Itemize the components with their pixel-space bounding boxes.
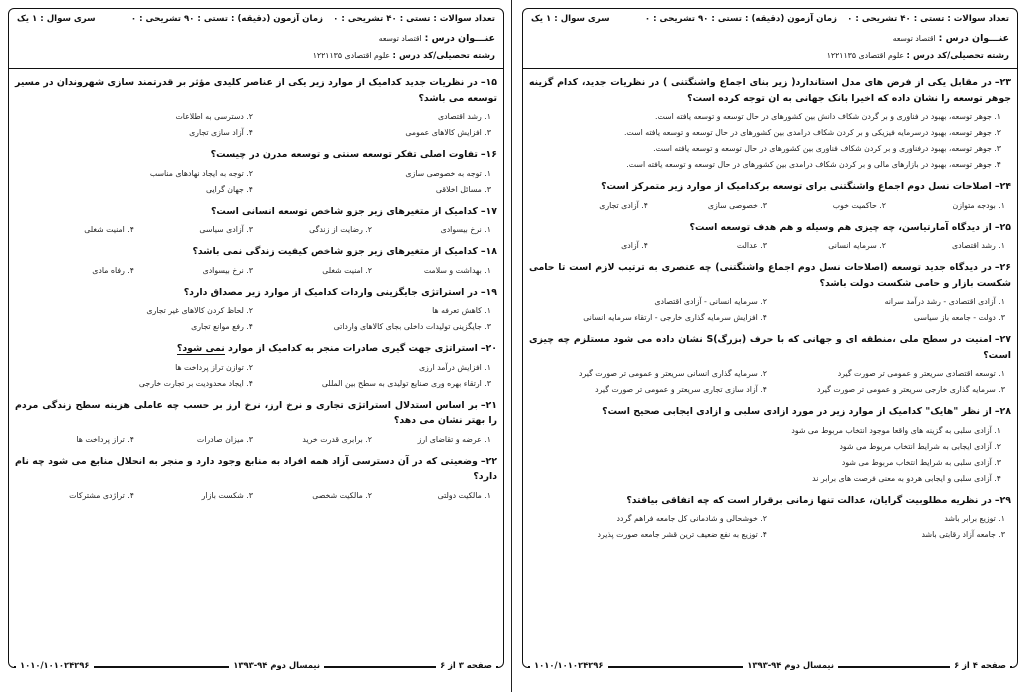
page-frame [8,8,504,668]
field-code-line [313,51,495,61]
answer-options [15,303,497,335]
answer-option: ۳. نرخ بیسوادی [202,265,253,275]
question-series: سری سوال : ۱ یک [531,14,610,24]
question-stem [529,493,1011,509]
exam-code: ۱۰۱۰/۱۰۱۰۲۴۲۹۶ [530,660,608,670]
question-series: سری سوال : ۱ یک [17,14,96,24]
question-stem [15,341,497,357]
question-number: ۱۵– [480,77,497,88]
answer-option: ۱. جوهر توسعه، بهبود در فناوری و بر گردن شکاف دانش بین کشورهای در حال توسعه و توسعه یافته است. [654,112,1001,121]
question-stem [529,404,1011,420]
course-title: اقتصاد توسعه [892,34,936,43]
semester-label: نیمسال دوم ۹۴-۱۳۹۳ [229,660,324,670]
answer-options [15,432,497,448]
answer-option: ۴. آزادی تجاری [599,200,648,210]
answer-option: ۳. جوهر توسعه، بهبود درفناوری و بر کردن شکاف فناوری بین کشورهای در حال توسعه و توسعه یافته است. [653,144,1001,153]
answer-option: ۱. توسعه اقتصادی سریعتر و عمومی تر صورت گیرد [837,369,1005,378]
question-number: ۱۷– [480,205,497,217]
question-number: ۲۲– [480,455,497,467]
questions-body [529,75,1011,549]
answer-option: ۴. آزاد سازی تجاری [189,128,253,137]
questions-body [15,75,497,510]
answer-option: ۴. امنیت شغلی [84,225,134,234]
answer-option: ۴. آزاد سازی تجاری سریعتر و عمومی تر صورت گیرد [595,385,767,394]
answer-options [15,166,497,198]
question-number: ۲۹– [994,494,1011,506]
answer-option: ۴. آزادی سلبی و ایجابی هردو به معنی فرصت های برابر ند [812,473,1001,483]
question-number: ۲۸– [994,406,1011,417]
exam-time: زمان آزمون (دقیقه) : تستی : ۹۰ تشریحی : ۰ [130,14,323,24]
answer-options [15,263,497,279]
answer-option: ۳. آزادی سیاسی [199,225,253,234]
answer-option: ۲. جوهر توسعه، بهبود درسرمایه فیزیکی و بر کردن شکاف درامدی بین کشورهای در حال توسعه و توسعه یافته است. [623,128,1001,137]
answer-option: ۳. جایگزینی تولیدات داخلی بجای کالاهای وارداتی [333,322,491,331]
answer-option: ۱. توجه به خصوصی سازی [405,168,491,178]
question-text: وضعیتی که در آن دسترسی آزاد همه افراد به منابع وجود دارد و منجر به انحلال منابع می شود چه نام دارد؟ [15,455,497,482]
answer-option: ۴. رفاه مادی [92,265,134,275]
question-stem [15,204,497,220]
exam-page-4 [522,8,1018,684]
answer-option: ۳. دولت - جامعه باز سیاسی [913,313,1005,322]
question-stem [15,285,497,301]
question-text: کدامیک از متغیرهای زیر جزو شاخص توسعه انسانی است؟ [210,205,478,217]
answer-option: ۴. افزایش سرمایه گذاری خارجی - ارتقاء سرمایه انسانی [583,313,767,322]
page-footer [8,660,504,674]
answer-options [529,294,1011,326]
answer-option: ۲. مالکیت شخصی [312,490,372,500]
answer-option: ۱. نرخ بیسوادی [440,225,491,234]
answer-option: ۲. لحاظ کردن کالاهای غیر تجاری [146,306,253,315]
course-title: اقتصاد توسعه [378,34,422,43]
question-stem [529,260,1011,291]
answer-option: ۲. سرمایه انسانی [828,241,886,250]
question-count: تعداد سوالات : تستی : ۴۰ تشریحی : ۰ [847,14,1009,24]
answer-option: ۳. مسائل اخلاقی [435,184,491,194]
question-text: از دیدگاه آمارتیاسن، چه چیزی هم وسیله و هم هدف توسعه است؟ [689,221,992,233]
question-text: در نظریات جدید کدامیک از موارد زیر یکی از عناصر کلیدی مؤثر بر قدرتمند سازی شهروندان در مسیر توسعه می باشد؟ [15,77,497,104]
answer-option: ۳. ارتقاء بهره وری صنایع تولیدی به سطح بین المللی [321,378,491,388]
answer-option: ۱. افزایش درآمد ارزی [418,362,491,372]
question-stem [529,220,1011,236]
answer-option: ۳. افزایش کالاهای عمومی [405,128,491,137]
exam-time: زمان آزمون (دقیقه) : تستی : ۹۰ تشریحی : ۰ [644,14,837,24]
header-top-row [17,14,495,30]
field-value: علوم اقتصادی ۱۲۲۱۱۳۵ [826,51,905,60]
answer-option: ۴. رفع موانع تجاری [191,322,253,331]
question-text: در نظریه مطلوبیت گرایان، عدالت تنها زمانی برقرار است که چه اتفاقی بیافتد؟ [626,494,992,506]
question-text: امنیت در سطح ملی ،منطقه ای و جهانی که با حرف (بزرگ)S نشان داده می شود مستلزم چه چیزی است؟ [529,334,1011,361]
question-text: کدامیک از متغیرهای زیر جزو شاخص کیفیت زندگی نمی باشد؟ [192,246,478,257]
answer-option: ۳. شکست بازار [201,490,253,500]
answer-options [529,198,1011,214]
answer-option: ۴. تراز پرداخت ها [76,434,134,444]
question-stem [15,75,497,106]
course-title-line [379,33,495,44]
answer-option: ۱. عرضه و تقاضای ارز [417,434,491,444]
course-title-line [893,33,1009,44]
question-number: ۲۱– [480,399,497,411]
question-emphasis: نمی شود؟ [176,343,225,354]
answer-option: ۳. جامعه آزاد رقابتی باشد [921,530,1005,539]
exam-header [523,9,1017,69]
semester-label: نیمسال دوم ۹۴-۱۳۹۳ [743,660,838,670]
answer-option: ۱. توزیع برابر باشد [944,514,1005,523]
course-label: عنـــوان درس : [938,33,1009,44]
answer-options [529,423,1011,487]
answer-option: ۱. آزادی اقتصادی - رشد درآمد سرانه [884,297,1005,306]
question-text: از نظر "هایک" کدامیک از موارد زیر در مورد ازادی سلبی و ازادی ایجابی صحیح است؟ [602,406,992,417]
answer-option: ۲. خوشحالی و شادمانی کل جامعه فراهم گردد [616,514,767,523]
page-footer [522,660,1018,674]
page-number: صفحه ۳ از ۶ [436,660,496,670]
field-label: رشته تحصیلی/کد درس : [392,51,495,61]
answer-option: ۲. توازن تراز پرداخت ها [175,362,253,372]
answer-options [15,488,497,504]
answer-option: ۱. بهداشت و سلامت [423,265,491,275]
answer-options [15,109,497,141]
answer-option: ۲. حاکمیت خوب [832,200,886,210]
answer-option: ۴. آزادی [621,241,648,250]
answer-option: ۲. رضایت از زندگی [309,225,372,234]
question-number: ۲۶– [994,262,1011,273]
answer-option: ۲. سرمایه گذاری انسانی سریعتر و عمومی تر صورت گیرد [578,369,767,378]
answer-option: ۱. آزادی سلبی به گزینه های واقعا موجود انتخاب مربوط می شود [791,425,1001,435]
question-stem [529,179,1011,195]
question-stem [529,75,1011,106]
answer-option: ۴. تراژدی مشترکات [69,490,134,500]
answer-options [15,360,497,392]
question-number: ۱۶– [480,149,497,160]
question-stem [529,332,1011,363]
question-number: ۱۸– [480,246,497,257]
page-spine [511,0,512,692]
question-text: تفاوت اصلی تفکر توسعه سنتی و توسعه مدرن در چیست؟ [210,149,478,160]
exam-code: ۱۰۱۰/۱۰۱۰۲۴۲۹۶ [16,660,94,670]
question-text: در استراتژی جایگزینی واردات کدامیک از موارد زیر مصداق دارد؟ [183,286,478,298]
answer-option: ۲. توجه به ایجاد نهادهای مناسب [149,168,253,178]
answer-option: ۱. رشد اقتصادی [952,241,1005,250]
question-text: در مقابل یکی از فرض های مدل استاندارد( زیر بنای اجماع واشنگتنی ) در نظریات جدید، کدام گزینه جوهر توسعه را نشان داده که اخیرا بانک جهانی به ان توجه کرده است؟ [529,77,1011,104]
question-number: ۲۷– [994,334,1011,345]
question-stem [15,244,497,260]
answer-option: ۳. آزادی سلبی به شرایط انتخاب مربوط می شود [841,457,1001,467]
course-label: عنـــوان درس : [424,33,495,44]
field-value: علوم اقتصادی ۱۲۲۱۱۳۵ [312,51,391,60]
header-top-row [531,14,1009,30]
question-text: بر اساس استدلال استراتژی تجاری و نرخ ارز، نرخ ارز بر حسب چه عاملی هزینه سطح زندگی مردم را بهتر نشان می دهد؟ [15,399,497,426]
answer-options [529,238,1011,254]
exam-page-3 [8,8,504,684]
answer-option: ۲. امنیت شغلی [322,265,372,275]
answer-option: ۳. خصوصی سازی [707,200,767,210]
question-number: ۲۵– [994,221,1011,233]
answer-option: ۳. سرمایه گذاری خارجی سریعتر و عمومی تر صورت گیرد [817,385,1005,394]
answer-option: ۴. ایجاد محدودیت بر تجارت خارجی [138,378,253,388]
answer-option: ۲. دسترسی به اطلاعات [175,112,253,121]
field-label: رشته تحصیلی/کد درس : [906,51,1009,61]
question-stem [15,147,497,163]
question-text: در دیدگاه جدید توسعه (اصلاحات نسل دوم اجماع واشنگتنی) چه عنصری به ترتیب لازم است تا حامی شکست بازار و حامی شکست دولت باشد؟ [529,262,1011,289]
question-number: ۲۳– [994,77,1011,88]
page-frame [522,8,1018,668]
field-code-line [827,51,1009,61]
answer-option: ۱. کاهش تعرفه ها [432,306,491,315]
answer-option: ۳. عدالت [736,241,767,250]
answer-option: ۴. جوهر توسعه، بهبود در بازارهای مالی و بر کردن شکاف درامدی بین کشورهای در حال توسعه و توسعه یافته است. [626,160,1001,169]
answer-option: ۲. آزادی ایجابی به شرایط انتخاب مربوط می شود [839,441,1001,451]
question-count: تعداد سوالات : تستی : ۴۰ تشریحی : ۰ [333,14,495,24]
answer-options [529,366,1011,398]
answer-options [529,511,1011,543]
page-number: صفحه ۴ از ۶ [950,660,1010,670]
answer-option: ۱. رشد اقتصادی [438,112,491,121]
answer-option: ۱. مالکیت دولتی [437,490,491,500]
question-number: ۲۴– [994,181,1011,192]
exam-header [9,9,503,69]
question-stem [15,454,497,485]
answer-option: ۳. میزان صادرات [196,434,253,444]
question-text: استراتژی جهت گیری صادرات منجر به کدامیک از موارد [228,343,478,354]
question-number: ۱۹– [480,286,497,298]
answer-option: ۲. برابری قدرت خرید [302,434,372,444]
question-stem [15,398,497,429]
answer-option: ۱. بودجه متوازن [952,200,1005,210]
question-number: ۲۰– [480,343,497,354]
answer-option: ۲. سرمایه انسانی - آزادی اقتصادی [654,297,767,306]
answer-option: ۴. توزیع به نفع ضعیف ترین قشر جامعه صورت پذیرد [597,530,767,539]
answer-option: ۴. جهان گرایی [205,184,253,194]
answer-options [529,109,1011,173]
answer-options [15,222,497,238]
question-text: اصلاحات نسل دوم اجماع واشنگتنی برای توسعه برکدامیک از موارد زیر متمرکز است؟ [601,181,992,192]
